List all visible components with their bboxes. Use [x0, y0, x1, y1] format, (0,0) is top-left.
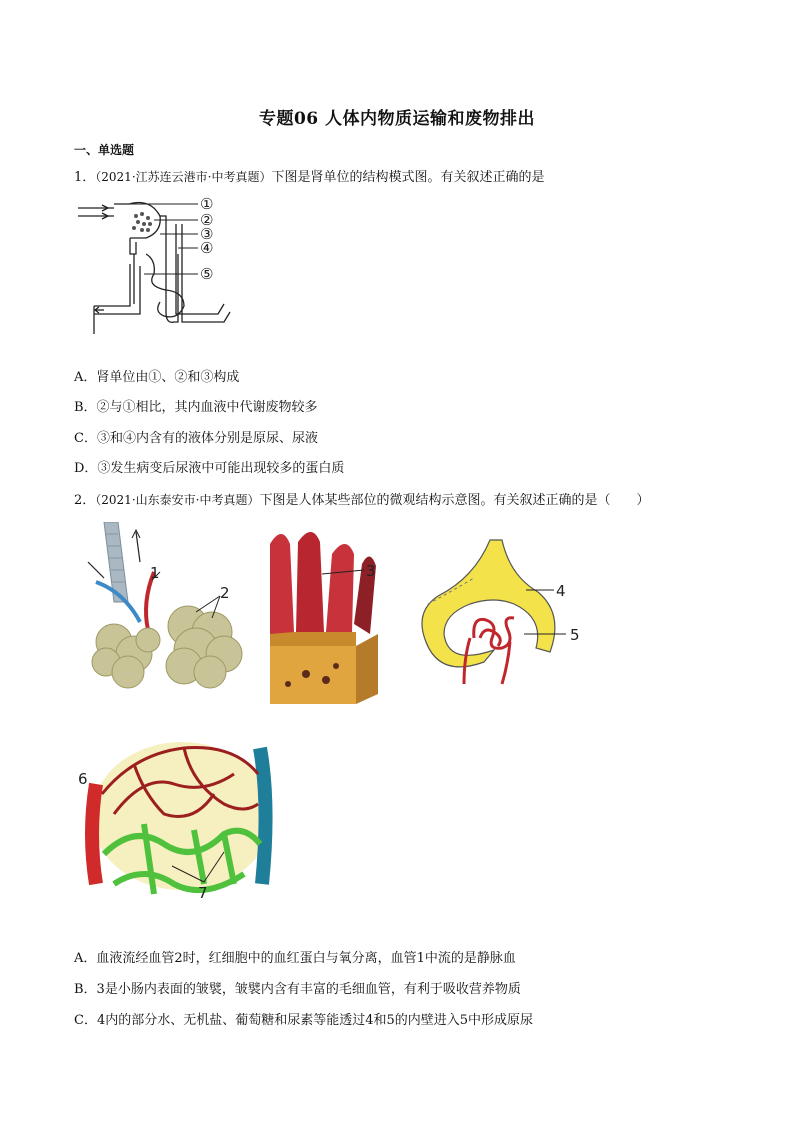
villi-figure	[266, 524, 396, 708]
question-2	[74, 489, 649, 508]
nephron-label-3: ③	[200, 225, 214, 243]
question-2-source: （2021·山东泰安市·中考真题）	[95, 493, 260, 507]
question-1	[74, 166, 544, 185]
question-1-number: 1．	[74, 170, 96, 185]
q2-option-b[interactable]: B．3是小肠内表面的皱襞，皱襞内含有丰富的毛细血管，有利于吸收营养物质	[74, 982, 521, 997]
nephron-label-5: ⑤	[200, 265, 214, 283]
nephron-figure	[74, 194, 234, 344]
page-title: 专题06 人体内物质运输和废物排出	[258, 109, 536, 129]
section-heading: 一、单选题	[74, 143, 135, 157]
capsule-figure	[414, 538, 590, 686]
question-1-source: （2021·江苏连云港市·中考真题）	[95, 170, 272, 184]
nephron-label-4: ④	[200, 239, 214, 257]
capsule-label-5: 5	[570, 626, 580, 644]
capsule-label-4: 4	[556, 582, 566, 600]
tissue-label-7: 7	[198, 884, 208, 902]
question-2-number: 2．	[74, 493, 96, 508]
q1-option-c[interactable]: C．③和④内含有的液体分别是原尿、尿液	[74, 431, 318, 446]
question-1-stem: 下图是肾单位的结构模式图。有关叙述正确的是	[271, 170, 545, 185]
q1-option-a[interactable]: A．肾单位由①、②和③构成	[74, 370, 240, 385]
alveoli-label-1: 1	[150, 564, 160, 582]
villi-label-3: 3	[366, 562, 376, 580]
alveoli-figure	[84, 522, 250, 694]
q2-option-a[interactable]: A．血液流经血管2时，红细胞中的血红蛋白与氧分离，血管1中流的是静脉血	[74, 951, 516, 966]
question-2-stem: 下图是人体某些部位的微观结构示意图。有关叙述正确的是（ ）	[259, 493, 650, 508]
q1-option-d[interactable]: D．③发生病变后尿液中可能出现较多的蛋白质	[74, 461, 345, 476]
tissue-label-6: 6	[78, 770, 88, 788]
tissue-figure	[74, 734, 274, 906]
alveoli-label-2: 2	[220, 584, 230, 602]
q2-option-c[interactable]: C．4内的部分水、无机盐、葡萄糖和尿素等能透过4和5的内壁进入5中形成原尿	[74, 1013, 534, 1028]
q1-option-b[interactable]: B．②与①相比，其内血液中代谢废物较多	[74, 400, 318, 415]
nephron-label-1: ①	[200, 195, 214, 213]
nephron-label-2: ②	[200, 211, 214, 229]
